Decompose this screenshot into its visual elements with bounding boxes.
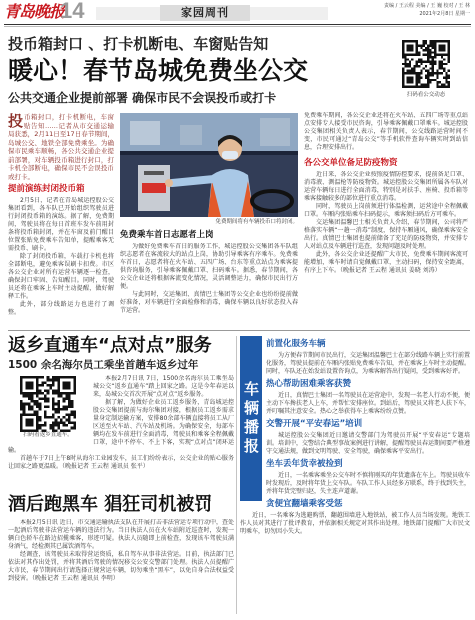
lead-headline: 暖心！春节岛城免费坐公交 — [8, 56, 309, 85]
homebound-qr-block — [8, 376, 88, 439]
article-body-homebound — [8, 375, 234, 491]
column-divider — [236, 336, 237, 614]
photo-caption: 免费期间将有车辆投币口将封闭。 — [215, 219, 298, 225]
paragraph: 本报2月7日讯 7日，1500余名海尔员工乘坐岛城公交“返乡直通车”踏上回家之路。这是今年春运以来，岛城公交首次开展“点对点”返乡服务。 — [93, 375, 234, 398]
subheading-epidemic: 各公交单位备足防疫物资 — [304, 158, 398, 168]
lead-paragraph — [8, 113, 114, 181]
brief-heading: 热心帮助困难乘客获赞 — [266, 379, 352, 389]
newspaper-logo: 青岛晚报 — [4, 2, 65, 21]
article-body-service-note — [304, 112, 468, 156]
paragraph: 本报2月5日讯 近日，市交通运输执法支队在开展打击非法营运专项行动中，查处一起酒后驾驶非法营运车辆的违法行为。当日执法人员在火车站附近巡查时，发现一辆白色轿车在路边招揽乘客，形迹可疑。执法人员随即上前检查，发现该车驾驶员满身酒气，经检测其已属饮酒驾车。 — [8, 519, 234, 550]
brief-text: 为方便春节期间市民出行，交运集团温馨巴士在部分线路车辆上实行前置化服务，驾驶员提前在车厢内张贴免费乘车告知，并在乘客上车时主动提醒。同时，车队还在始发站设置咨询点，为乘客解答出行疑问，受到乘客好评。 — [266, 352, 470, 375]
brief-text: 城运控股公交集团近日邀请交警部门为驾驶员开展“平安春运”专题培训。培训中，交警结合典型事故案例进行讲解，提醒驾驶员春运期间要严格遵守交通法规，做到文明驾驶、安全驾驶，确保乘客平安出行。 — [266, 432, 470, 455]
page-number: 14 — [60, 0, 85, 23]
subheading-volunteers: 免费乘车首日志愿者上岗 — [120, 230, 214, 240]
qr-code — [20, 376, 76, 432]
section-title: 家园周刊 — [160, 5, 250, 21]
drop-cap: 投 — [8, 113, 24, 130]
photo-bus-driver — [120, 113, 298, 217]
lead-text: 币箱封口，打卡机断电，车窗贴告知……记者从市交通运输局获悉，2月11日至17日春节期间，岛城公交、地铁全部免费乘坐。为确保市民乘车顺畅，各公共交通企业提前部署，对车辆投币箱进行封口，打卡机全部断电，确保市民不会误投币或打卡。 — [8, 113, 114, 181]
credits-line: 责编 / 王云程 美编 / 王 巍 校对 / 王 林 — [384, 3, 470, 9]
article-body-volunteers — [120, 243, 298, 327]
brief-heading: 贪便宜翻墙乘客受惩 — [266, 499, 343, 509]
paragraph: 此外，部分线路运力也进行了调整。 — [8, 301, 114, 316]
drunk-driver-headline: 酒后跑黑车 猖狂司机被罚 — [8, 494, 213, 515]
vehicle-news-briefs — [240, 336, 470, 615]
byline: （晚报记者 王云程 通讯员 姜晓 刘涛） — [340, 267, 441, 274]
section-divider — [8, 330, 470, 331]
brief-heading: 坐车丢年货幸被捡到 — [266, 459, 343, 469]
paragraph-text: 此外，各公交企业还提醒广大市民，免费乘车期间客流可能增加，乘车时请自觉佩戴口罩，主动扫码，保持安全距离，有序上下车。 — [304, 251, 468, 274]
bus-windshield — [120, 113, 298, 155]
paragraph: 除了封闭投币箱，车载打卡机也将全部断电，避免乘客误刷卡扣费。市区各公交企业对所有运营车辆逐一检查，确保封口牢固、告知醒目。同时，驾驶员还将在乘客上车时主动提醒，做好解释工作。 — [8, 253, 114, 300]
paragraph: 交运集团温馨巴士相关负责人介绍，春节期间，公司将严格落实车辆“一趟一消毒”制度，保持车厢通风，确保乘客安全出行。真情巴士集团也提前储备了充足的防疫物资，并安排专人对站点及车辆进行巡查，发现问题及时处理。 — [304, 219, 468, 250]
paragraph: 免费乘车期间，各公交企业还将在火车站、五四广场等重点站点安排专人接受市民咨询，引导乘客佩戴口罩乘车。城运控股公交集团相关负责人表示，春节期间，公交线路运营时间不变，市民可通过“青岛公交”等手机软件查询车辆实时到站信息，合理安排出行。 — [304, 112, 468, 151]
brief-text: 近日，真情巴士集团一名驾驶员在运营途中，发现一名老人行动不便，便主动下车搀扶老人上车，并帮忙安排座位。到站后，驾驶员又将老人扶下车，并叮嘱其注意安全。热心之举获得车上乘客纷纷点赞。 — [266, 392, 470, 415]
article-body-epidemic — [304, 171, 468, 327]
farebox — [138, 165, 170, 211]
paragraph: 2月5日，记者在青岛城运控股公交集团看到，各车队已开始组织驾驶员进行封闭投币箱的演练。据了解，免费期间，驾驶员将在每日首班车发车前用封条将投币箱封闭，并在车窗及前门醒目位置张贴免费乘车告知单，提醒乘客无需投币、刷卡。 — [8, 197, 114, 252]
lead-text-block — [8, 113, 114, 181]
paragraph — [304, 251, 468, 275]
lead-subhead: 公共交通企业提前部署 确保市民不会误投币或打卡 — [8, 91, 277, 105]
paragraph: 与此同时，交运集团、真情巴士集团等公交企业也纷纷提前做好准备，对车辆进行全面检修和消毒，确保车辆以良好状态投入春节运营。 — [120, 291, 298, 314]
brief-text: 近日，一名乘客为逃避购票，翻越围墙进入地铁站，被工作人员当场发现。地铁工作人员对其进行了批评教育，并依据相关规定对其作出处理。地铁部门提醒广大市民文明乘车，切勿因小失大。 — [240, 512, 470, 535]
brief-text: 近日，一名乘客乘坐公交车时不慎将刚买的年货遗落在车上。驾驶员收车时发现后，及时将年货上交车队。车队工作人员经多方联系，终于找到失主，并将年货完璧归赵，失主连声道谢。 — [266, 472, 470, 495]
lead-kicker: 投币箱封口 、打卡机断电、车窗贴告知 — [8, 35, 269, 53]
paragraph: 据了解，为做好企业员工返乡服务，青岛城运控股公交集团提前与海尔集团对接，根据员工返乡需求量身定制运输方案，安排80余部车辆直接将员工从厂区送至火车站、汽车站及机场。为确保安全，每部车辆均在发车前进行全面消毒，驾驶员和乘客全程佩戴口罩，途中不停车、不上下客，实现“点对点”闭环运输。 — [8, 399, 234, 454]
paragraph: 经调查，该驾驶员未取得营运资质，私自驾车从事非法营运。目前，执法部门已依法对其作出处罚，并将其酒后驾驶的情况移交公安交警部门处理。执法人员提醒广大市民，春节期间出行请选择正规营运车辆，切勿乘坐“黑车”，以免自身合法权益受到侵害。（晚报记者 王云程 通讯员 李明） — [8, 551, 234, 582]
header-divider-thin — [4, 26, 471, 27]
issue-date: 2021年2月8日 星期一 — [419, 10, 470, 17]
paragraph: 近日来，各公交企业按照疫情防控要求，提前备足口罩、消毒液、测温枪等防疫物资。城运控股公交集团所属各车队对运营车辆每日进行全面消毒，特别是对扶手、座椅、投币箱等乘客接触较多的部位进行重点消毒。 — [304, 171, 468, 202]
paragraph: 为做好免费乘车首日的服务工作，城运控股公交集团各车队组织志愿者在客流较大的站点上岗，协助引导乘客有序乘车。免费乘车首日，志愿者将在火车站、五四广场、台东等重点站点为乘客提供咨询服务，引导乘客佩戴口罩、扫码乘车。据悉，春节期间，各公交企业还将根据客流变化情况，灵活调整运力，确保市民出行方便。 — [120, 243, 298, 290]
qr-caption: 扫码看公交动态 — [406, 92, 446, 98]
paragraph: 首趟车于7日上午8时从海尔工业园发车，员工们纷纷表示，公交企业的贴心服务让回家之路更温暖。（晚报记者 王云程 通讯员 张平） — [8, 455, 234, 470]
homebound-subhead: 1500 余名海尔员工乘坐首趟车返乡过年 — [8, 359, 199, 371]
qr-caption: 扫码看返乡直通车。 — [23, 432, 73, 438]
paragraph: 同时，驾驶员上岗前须进行体温检测，运营途中全程佩戴口罩。车厢内张贴乘车扫码提示，乘客须扫码后方可乘车。 — [304, 203, 468, 218]
qr-code — [402, 40, 450, 88]
subheading-drill: 提前演练封闭投币箱 — [8, 184, 85, 194]
editor-credits — [332, 3, 470, 18]
homebound-headline: 返乡直通车“点对点”服务 — [8, 335, 212, 356]
header-divider — [4, 24, 471, 25]
article-body-drunk-driver — [8, 519, 234, 614]
article-body-drill — [8, 197, 114, 325]
brief-heading: 交警开展“平安春运”培训 — [266, 419, 363, 429]
brief-heading: 前置化服务车辆 — [266, 339, 326, 349]
vehicle-news-label: 车辆播报 — [240, 336, 262, 501]
